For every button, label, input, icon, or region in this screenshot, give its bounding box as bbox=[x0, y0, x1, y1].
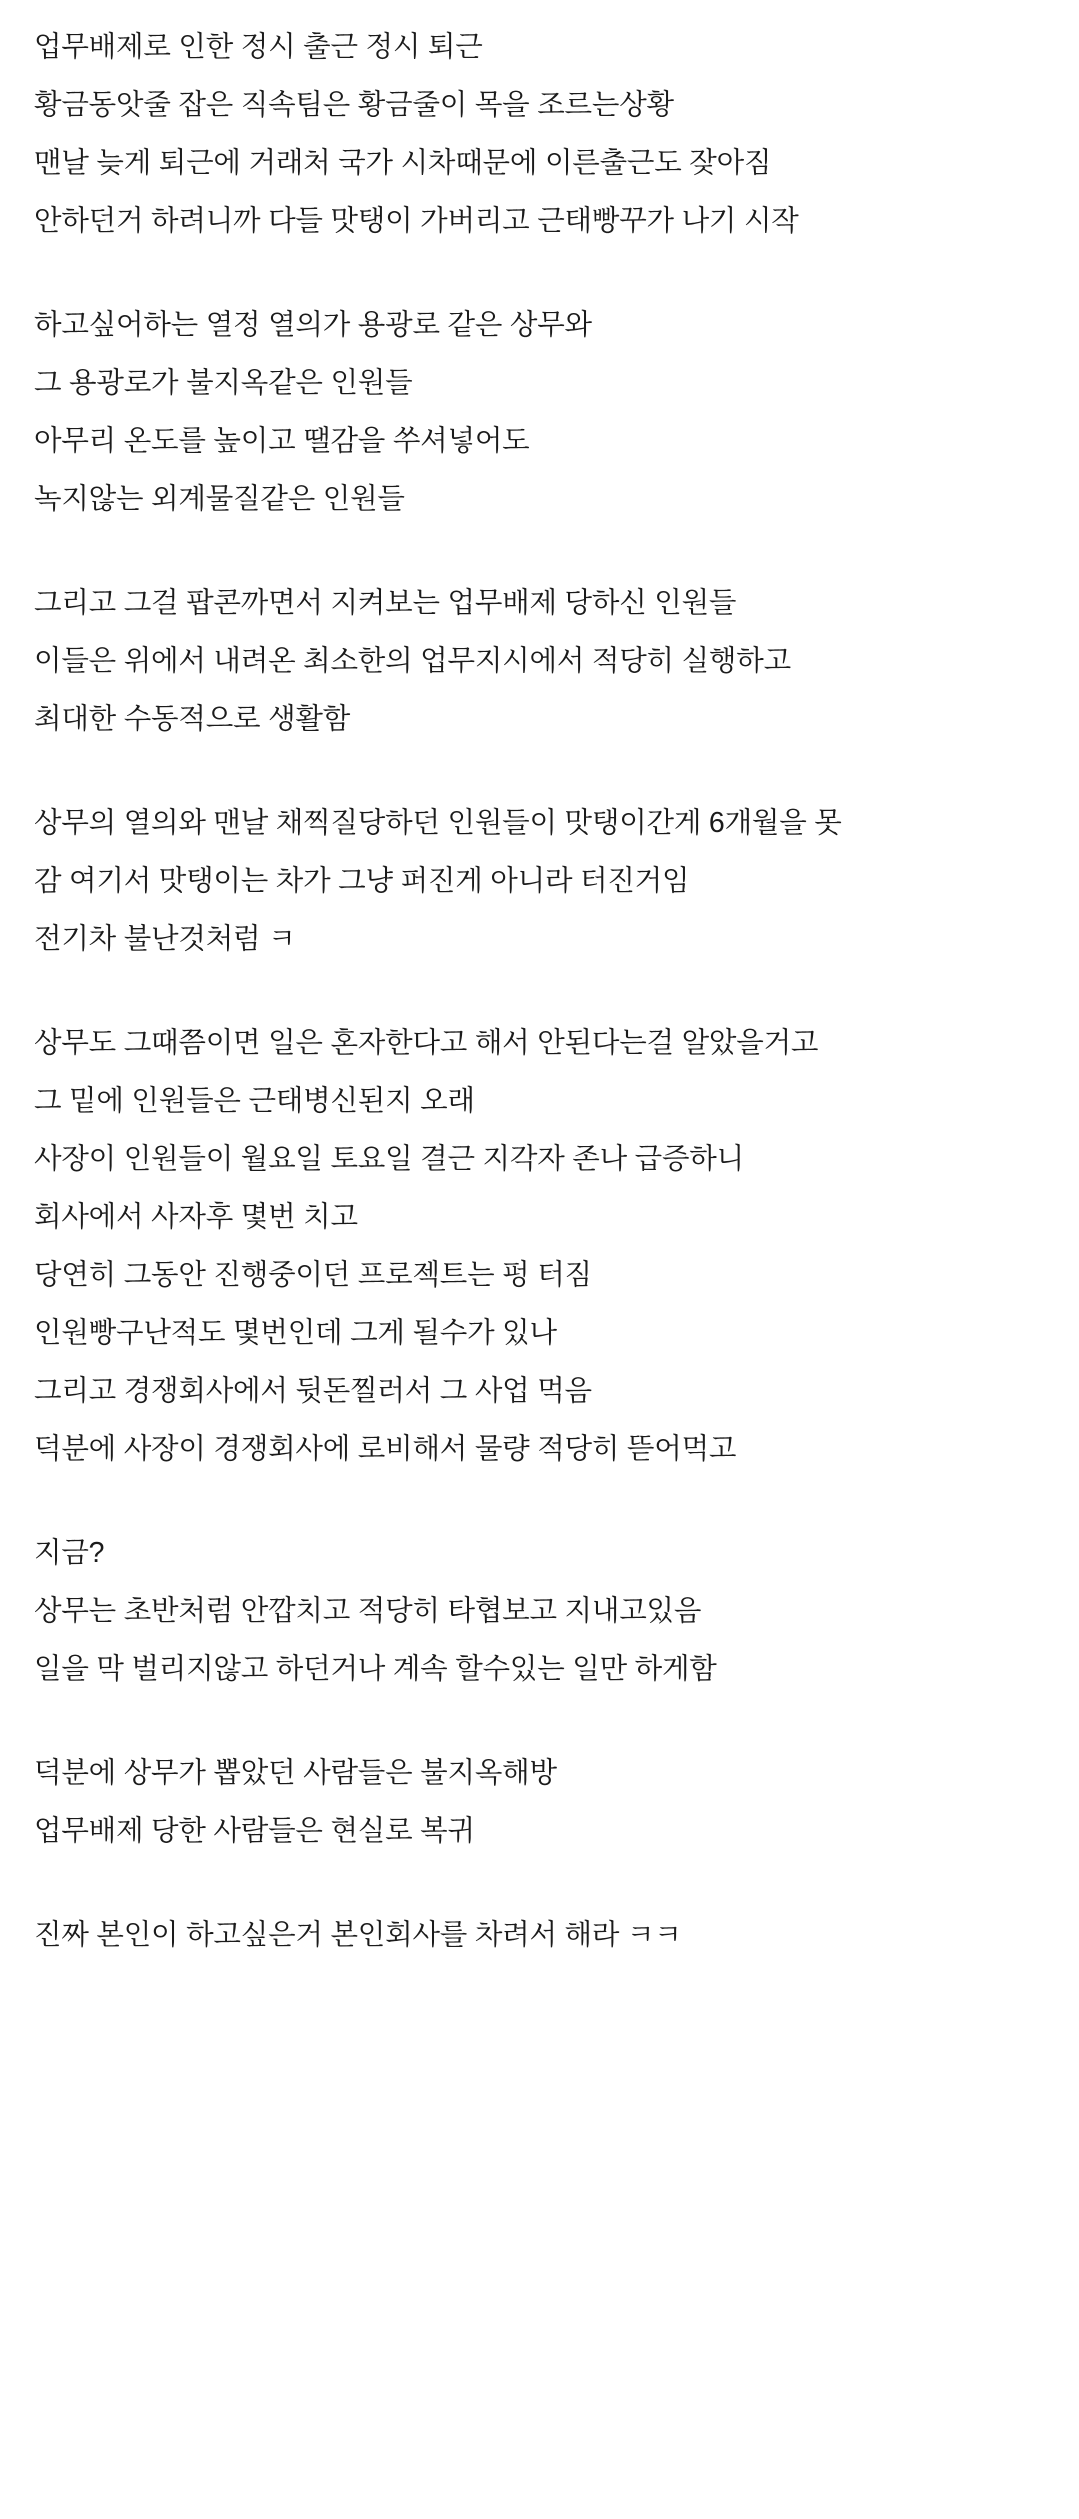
text-line: 맨날 늦게 퇴근에 거래처 국가 시차때문에 이른출근도 잦아짐 bbox=[34, 147, 772, 179]
text-line: 일을 막 벌리지않고 하던거나 계속 할수있는 일만 하게함 bbox=[34, 1653, 717, 1685]
text-line: 당연히 그동안 진행중이던 프로젝트는 펑 터짐 bbox=[34, 1259, 592, 1291]
text-line: 최대한 수동적으로 생활함 bbox=[34, 703, 351, 735]
text-line: 황금동앗줄 잡은 직속팀은 황금줄이 목을 조르는상황 bbox=[34, 89, 674, 121]
text-line: 하고싶어하는 열정 열의가 용광로 같은 상무와 bbox=[34, 309, 592, 341]
text-line: 업무배제 당한 사람들은 현실로 복귀 bbox=[34, 1815, 475, 1847]
text-line: 그 밑에 인원들은 근태병신된지 오래 bbox=[34, 1085, 475, 1117]
paragraph bbox=[34, 1014, 1045, 1478]
text-line: 지금? bbox=[34, 1537, 105, 1569]
text-line: 이들은 위에서 내려온 최소한의 업무지시에서 적당히 실행하고 bbox=[34, 645, 791, 677]
text-line: 안하던거 하려니까 다들 맛탱이 가버리고 근태빵꾸가 나기 시작 bbox=[34, 205, 799, 237]
paragraph bbox=[34, 18, 1045, 250]
paragraph bbox=[34, 574, 1045, 748]
paragraph bbox=[34, 794, 1045, 968]
post-body bbox=[34, 18, 1045, 1964]
text-line: 녹지않는 외계물질같은 인원들 bbox=[34, 483, 405, 515]
text-line: 아무리 온도를 높이고 땔감을 쑤셔넣어도 bbox=[34, 425, 530, 457]
paragraph bbox=[34, 1906, 1045, 1964]
text-line: 회사에서 사자후 몇번 치고 bbox=[34, 1201, 358, 1233]
text-line: 사장이 인원들이 월요일 토요일 결근 지각자 존나 급증하니 bbox=[34, 1143, 744, 1175]
text-line: 전기차 불난것처럼 ㅋ bbox=[34, 923, 296, 955]
text-line: 그리고 그걸 팝콘까면서 지켜보는 업무배제 당하신 인원들 bbox=[34, 587, 737, 619]
paragraph bbox=[34, 1524, 1045, 1698]
text-line: 상무의 열의와 맨날 채찍질당하던 인원들이 맛탱이간게 6개월을 못 bbox=[34, 807, 842, 839]
text-line: 그리고 경쟁회사에서 뒷돈찔러서 그 사업 먹음 bbox=[34, 1375, 592, 1407]
text-line: 상무는 초반처럼 안깝치고 적당히 타협보고 지내고있음 bbox=[34, 1595, 702, 1627]
text-line: 그 용광로가 불지옥같은 인원들 bbox=[34, 367, 413, 399]
text-line: 감 여기서 맛탱이는 차가 그냥 퍼진게 아니라 터진거임 bbox=[34, 865, 690, 897]
text-line: 인원빵구난적도 몇번인데 그게 될수가 있나 bbox=[34, 1317, 557, 1349]
paragraph bbox=[34, 296, 1045, 528]
paragraph bbox=[34, 1744, 1045, 1860]
text-line: 업무배제로 인한 정시 출근 정시 퇴근 bbox=[34, 31, 483, 63]
text-line: 진짜 본인이 하고싶은거 본인회사를 차려서 해라 ㅋㅋ bbox=[34, 1919, 682, 1951]
text-line: 덕분에 사장이 경쟁회사에 로비해서 물량 적당히 뜯어먹고 bbox=[34, 1433, 737, 1465]
text-line: 덕분에 상무가 뽑았던 사람들은 불지옥해방 bbox=[34, 1757, 557, 1789]
text-line: 상무도 그때쯤이면 일은 혼자한다고 해서 안된다는걸 알았을거고 bbox=[34, 1027, 819, 1059]
